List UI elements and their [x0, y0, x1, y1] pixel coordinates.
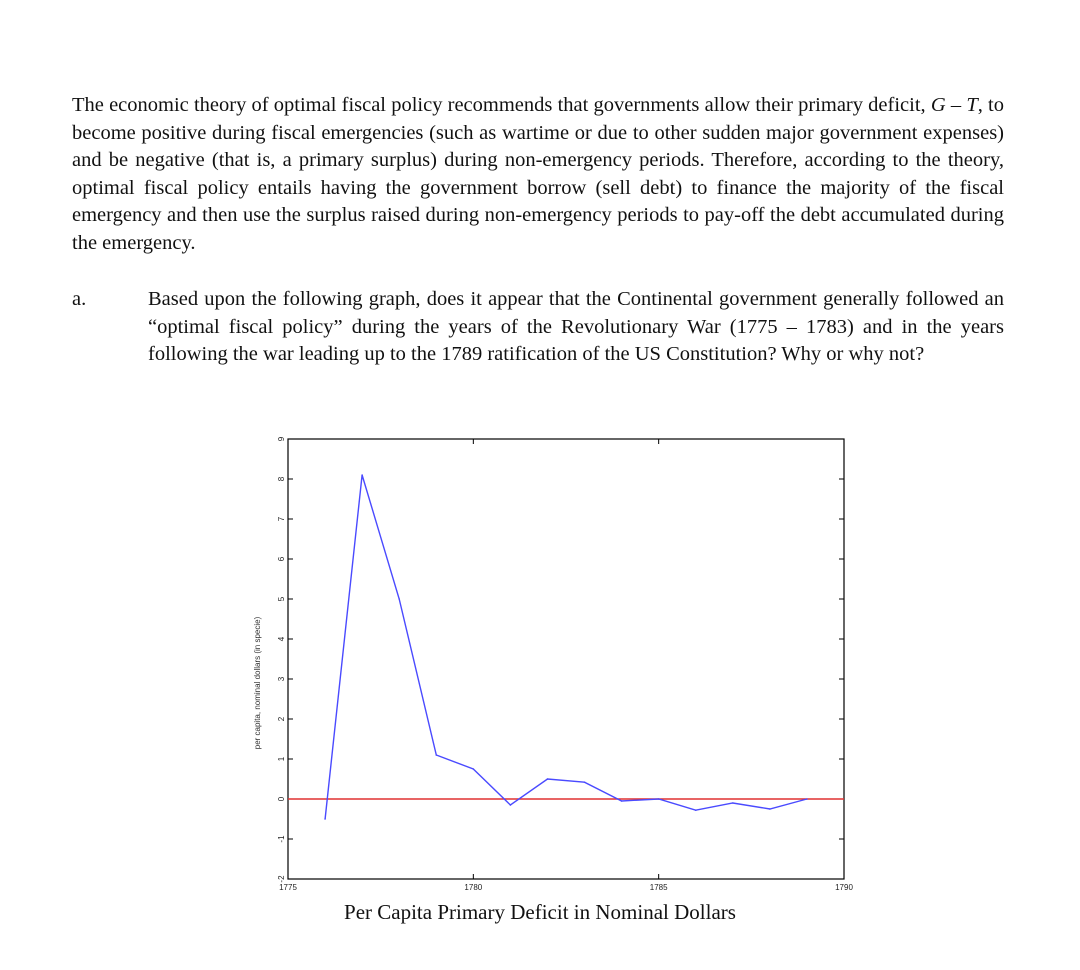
data-point — [510, 804, 512, 806]
data-point — [473, 768, 475, 770]
y-tick-label: 6 — [277, 556, 286, 562]
data-point — [361, 474, 363, 476]
x-tick-label: 1775 — [279, 883, 297, 892]
data-point — [621, 800, 623, 802]
question-label: a. — [72, 288, 87, 310]
data-point — [658, 798, 660, 800]
data-point — [769, 808, 771, 810]
y-axis-label: per capita, nominal dollars (in specie) — [253, 616, 262, 750]
chart-svg — [240, 425, 860, 895]
deficit-chart — [240, 425, 860, 935]
y-tick-label: 8 — [277, 476, 286, 482]
deficit-formula: G – T — [930, 94, 978, 116]
data-point — [695, 809, 697, 811]
y-tick-label: -1 — [277, 835, 286, 843]
y-tick-label: 9 — [277, 436, 286, 442]
data-point — [584, 781, 586, 783]
y-tick-label: 7 — [277, 516, 286, 522]
intro-text-after: , to become positive during fiscal emergencies (such as wartime or due to other sudden major government expenses) and be negative (that is, a primary surplus) during non-emergency periods. Therefore, according to the theory, optimal fiscal policy entails having the government borrow (sell debt) to finance the majority of the fiscal emergency and then use the surplus raised during non-emergency periods to pay-off the debt accumulated during the emergency. — [72, 94, 1004, 254]
deficit-series-line — [325, 475, 807, 819]
x-tick-label: 1780 — [464, 883, 483, 892]
y-tick-label: 3 — [277, 676, 286, 682]
data-point — [732, 802, 734, 804]
data-point — [547, 778, 549, 780]
data-point — [435, 754, 437, 756]
y-tick-label: 1 — [277, 756, 286, 762]
x-tick-label: 1790 — [835, 883, 853, 892]
data-point — [806, 798, 808, 800]
y-tick-label: 2 — [277, 716, 286, 722]
y-tick-label: 5 — [277, 596, 286, 602]
data-point — [398, 598, 400, 600]
intro-paragraph — [72, 92, 1004, 257]
chart-caption: Per Capita Primary Deficit in Nominal Dollars — [344, 900, 736, 924]
data-point — [324, 818, 326, 820]
y-tick-label: 0 — [277, 796, 286, 802]
intro-text-before: The economic theory of optimal fiscal policy recommends that governments allow their primary deficit, — [72, 94, 931, 116]
y-tick-label: -2 — [277, 875, 286, 883]
x-tick-label: 1785 — [649, 883, 668, 892]
question-text: Based upon the following graph, does it appear that the Continental government generally followed an “optimal fiscal policy” during the years of the Revolutionary War (1775 – 1783) and in the years following the war leading up to the 1789 ratification of the US Constitution? Why or why not? — [148, 288, 1004, 365]
y-tick-label: 4 — [277, 636, 286, 642]
